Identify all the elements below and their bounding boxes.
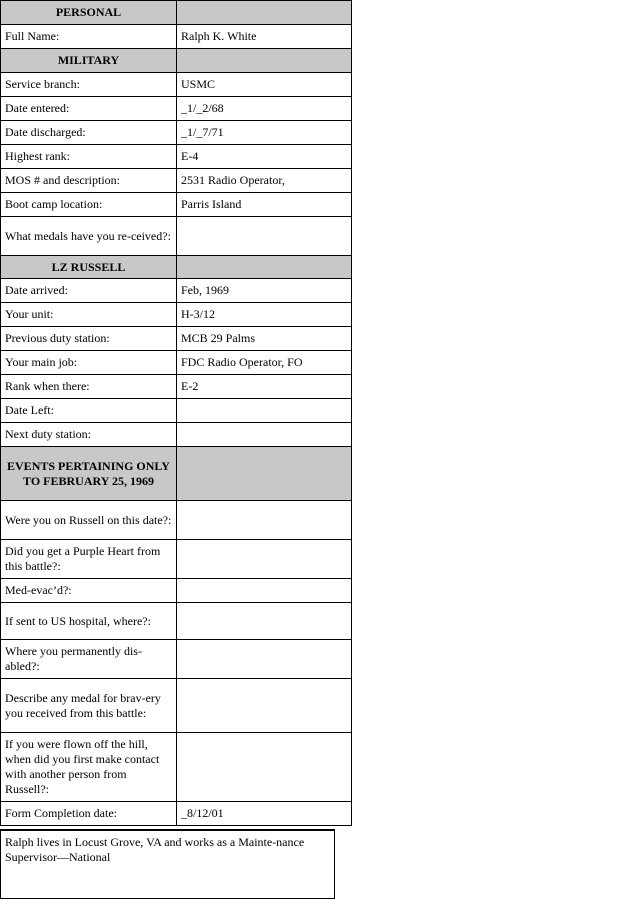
field-label: Med-evac’d?:: [1, 579, 177, 603]
form-row: [1, 733, 352, 802]
field-value: FDC Radio Operator, FO: [177, 351, 352, 375]
form-row: [1, 640, 352, 679]
field-label: Date arrived:: [1, 279, 177, 303]
field-label: Service branch:: [1, 73, 177, 97]
section-title-military: MILITARY: [1, 49, 177, 73]
field-value: E-4: [177, 145, 352, 169]
field-value: MCB 29 Palms: [177, 327, 352, 351]
field-value: 2531 Radio Operator,: [177, 169, 352, 193]
form-row: [1, 217, 352, 256]
form-row: [1, 501, 352, 540]
field-value: [177, 733, 352, 802]
field-label: Previous duty station:: [1, 327, 177, 351]
field-label: If you were flown off the hill, when did you first make contact with another person from Russell?:: [1, 733, 177, 802]
field-value: _1/_7/71: [177, 121, 352, 145]
form-row: [1, 802, 352, 826]
field-label: Your main job:: [1, 351, 177, 375]
form-row: [1, 351, 352, 375]
form-row: [1, 423, 352, 447]
field-label: Describe any medal for brav-ery you received from this battle:: [1, 679, 177, 733]
section-title-events: EVENTS PERTAINING ONLY TO FEBRUARY 25, 1969: [1, 447, 177, 501]
form-row: [1, 121, 352, 145]
field-value: _1/_2/68: [177, 97, 352, 121]
field-label: Highest rank:: [1, 145, 177, 169]
form-row: [1, 399, 352, 423]
field-label: Form Completion date:: [1, 802, 177, 826]
field-value: [177, 540, 352, 579]
field-label: If sent to US hospital, where?:: [1, 603, 177, 640]
form-row: [1, 169, 352, 193]
field-value: [177, 603, 352, 640]
form-row: [1, 73, 352, 97]
field-value: [177, 579, 352, 603]
field-value: Ralph K. White: [177, 25, 352, 49]
field-label: Date discharged:: [1, 121, 177, 145]
field-label: Where you permanently dis-abled?:: [1, 640, 177, 679]
field-value: [177, 217, 352, 256]
field-value: [177, 399, 352, 423]
bio-note: Ralph lives in Locust Grove, VA and works as a Mainte-nance Supervisor—National: [0, 829, 335, 899]
form-row: [1, 303, 352, 327]
field-value: [177, 640, 352, 679]
form-row: [1, 603, 352, 640]
field-value: H-3/12: [177, 303, 352, 327]
form-row: [1, 679, 352, 733]
field-label: MOS # and description:: [1, 169, 177, 193]
field-value: [177, 501, 352, 540]
field-value: Feb, 1969: [177, 279, 352, 303]
field-label: Full Name:: [1, 25, 177, 49]
field-value: _8/12/01: [177, 802, 352, 826]
field-value: E-2: [177, 375, 352, 399]
field-label: Your unit:: [1, 303, 177, 327]
form-row: [1, 279, 352, 303]
section-header-empty-cell: [177, 1, 352, 25]
field-label: Did you get a Purple Heart from this battle?:: [1, 540, 177, 579]
field-label: Rank when there:: [1, 375, 177, 399]
form-row: [1, 579, 352, 603]
form-row: [1, 540, 352, 579]
section-title-personal: PERSONAL: [1, 1, 177, 25]
field-label: Date entered:: [1, 97, 177, 121]
field-label: Boot camp location:: [1, 193, 177, 217]
section-header-military: [1, 49, 352, 73]
section-title-lz-russell: LZ RUSSELL: [1, 256, 177, 279]
field-label: Were you on Russell on this date?:: [1, 501, 177, 540]
form-row: [1, 145, 352, 169]
form-row: [1, 193, 352, 217]
field-value: Parris Island: [177, 193, 352, 217]
form-row: [1, 375, 352, 399]
field-label: Date Left:: [1, 399, 177, 423]
form-row: [1, 25, 352, 49]
field-label: What medals have you re-ceived?:: [1, 217, 177, 256]
field-value: [177, 423, 352, 447]
field-value: [177, 679, 352, 733]
form-row: [1, 97, 352, 121]
section-header-lz-russell: [1, 256, 352, 279]
section-header-personal: [1, 1, 352, 25]
section-header-empty-cell: [177, 447, 352, 501]
section-header-empty-cell: [177, 256, 352, 279]
field-value: USMC: [177, 73, 352, 97]
field-label: Next duty station:: [1, 423, 177, 447]
section-header-empty-cell: [177, 49, 352, 73]
section-header-events: [1, 447, 352, 501]
form-row: [1, 327, 352, 351]
